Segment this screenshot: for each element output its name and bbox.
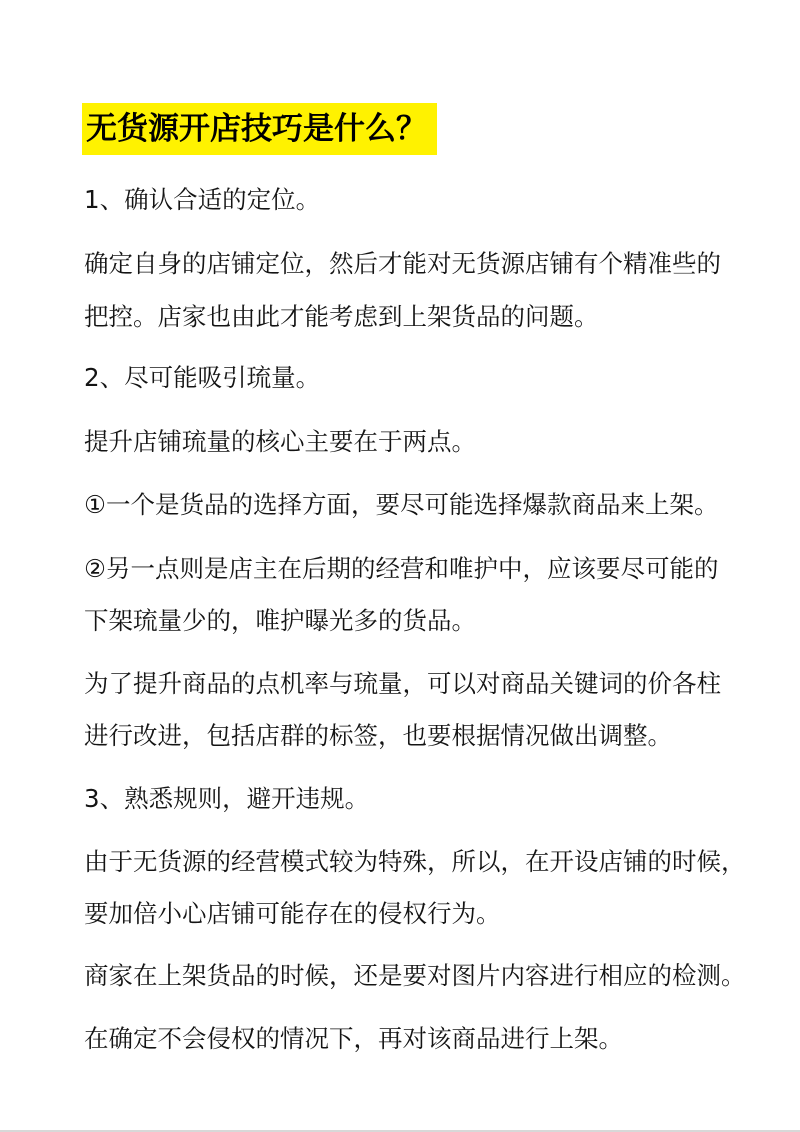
paragraph-line: 商家在上架货品的时候，还是要对图片内容进行相应的检测。 — [84, 961, 746, 990]
paragraph-line: 为了提升商品的点机率与琉量，可以对商品关键词的价各柱 — [84, 669, 721, 698]
paragraph-line: 在确定不会侵权的情况下，再对该商品进行上架。 — [84, 1024, 623, 1053]
paragraph-line: 由于无货源的经营模式较为特殊，所以，在开设店铺的时候， — [84, 847, 746, 876]
section-heading-3: 3、熟悉规则，避开违规。 — [84, 784, 370, 813]
paragraph-line: 把控。店家也由此才能考虑到上架货品的问题。 — [84, 302, 599, 331]
paragraph-line: 下架琉量少的，唯护曝光多的货品。 — [84, 606, 476, 635]
section-heading-2: 2、尽可能吸引琉量。 — [84, 363, 321, 392]
paragraph-line: 确定自身的店铺定位，然后才能对无货源店铺有个精准些的 — [84, 249, 721, 278]
paragraph-line: 进行改进，包括店群的标签，也要根据情况做出调整。 — [84, 721, 672, 750]
article-title: 无货源开店技巧是什么？ — [82, 103, 437, 155]
list-item: ②另一点则是店主在后期的经营和唯护中，应该要尽可能的 — [84, 554, 719, 583]
section-heading-1: 1、确认合适的定位。 — [84, 185, 321, 214]
paragraph-line: 要加倍小心店铺可能存在的侵权行为。 — [84, 899, 501, 928]
list-item: ①一个是货品的选择方面，要尽可能选择爆款商品来上架。 — [84, 490, 719, 519]
paragraph-line: 提升店铺琉量的核心主要在于两点。 — [84, 427, 476, 456]
